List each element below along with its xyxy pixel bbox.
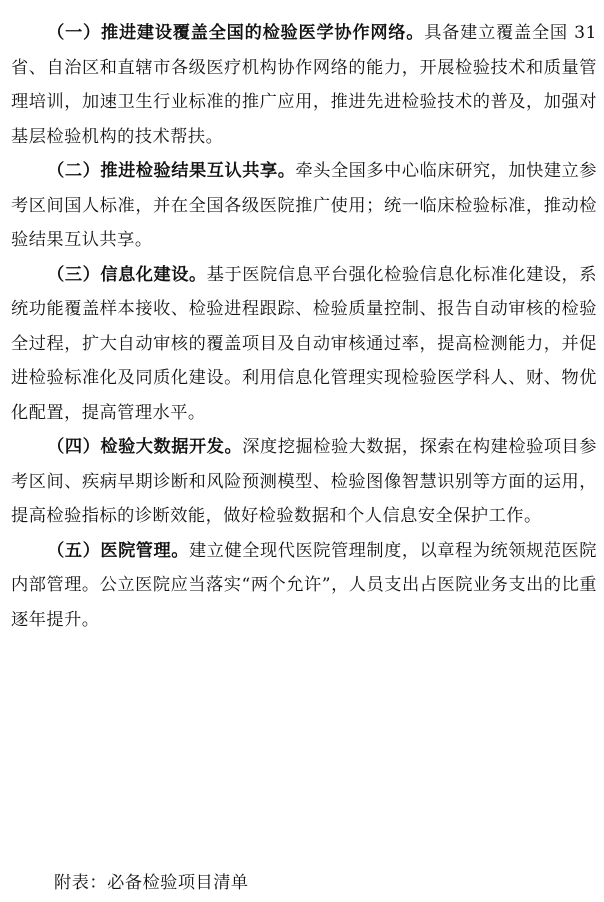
paragraph-informatization [11,258,597,431]
paragraph-text: 基于医院信息平台强化检验信息化标准化建设，系统功能覆盖样本接收、检验进程跟踪、检验质量控制、报告自动审核的检验全过程，扩大自动审核的覆盖项目及自动审核通过率，提高检测能力，并促进检验标准化及同质化建设。利用信息化管理实现检验医学科人、财、物优化配置，提高管理水平。 [11,264,597,423]
paragraph-mutual-recognition [11,154,597,258]
paragraph-text: 深度挖掘检验大数据，探索在构建检验项目参考区间、疾病早期诊断和风险预测模型、检验图像智慧识别等方面的运用，提高检验指标的诊断效能，做好检验数据和个人信息安全保护工作。 [11,437,597,526]
paragraph-heading: （三）信息化建设。 [47,264,207,285]
paragraph-heading: （二）推进检验结果互认共享。 [47,161,296,181]
paragraph-hospital-management [11,534,597,638]
attachment-note: 附表：必备检验项目清单 [54,873,249,893]
paragraph-text: 牵头全国多中心临床研究，加快建立参考区间国人标准，并在全国各级医院推广使用；统一临床检验标准，推动检验结果互认共享。 [11,161,597,250]
paragraph-text: 具备建立覆盖全国 31 省、自治区和直辖市各级医疗机构协作网络的能力，开展检验技术和质量管理培训，加速卫生行业标准的推广应用，推进先进检验技术的普及，加强对基层检验机构的技术帮扶。 [11,23,597,147]
paragraph-heading: （四）检验大数据开发。 [47,437,243,457]
paragraph-network [11,16,597,154]
paragraph-big-data [11,430,597,534]
paragraph-heading: （五）医院管理。 [47,540,190,561]
paragraph-text: 建立健全现代医院管理制度，以章程为统领规范医院内部管理。公立医院应当落实“两个允许”，人员支出占医院业务支出的比重逐年提升。 [11,540,597,630]
document-body [11,16,597,637]
paragraph-heading: （一）推进建设覆盖全国的检验医学协作网络。 [47,23,425,43]
